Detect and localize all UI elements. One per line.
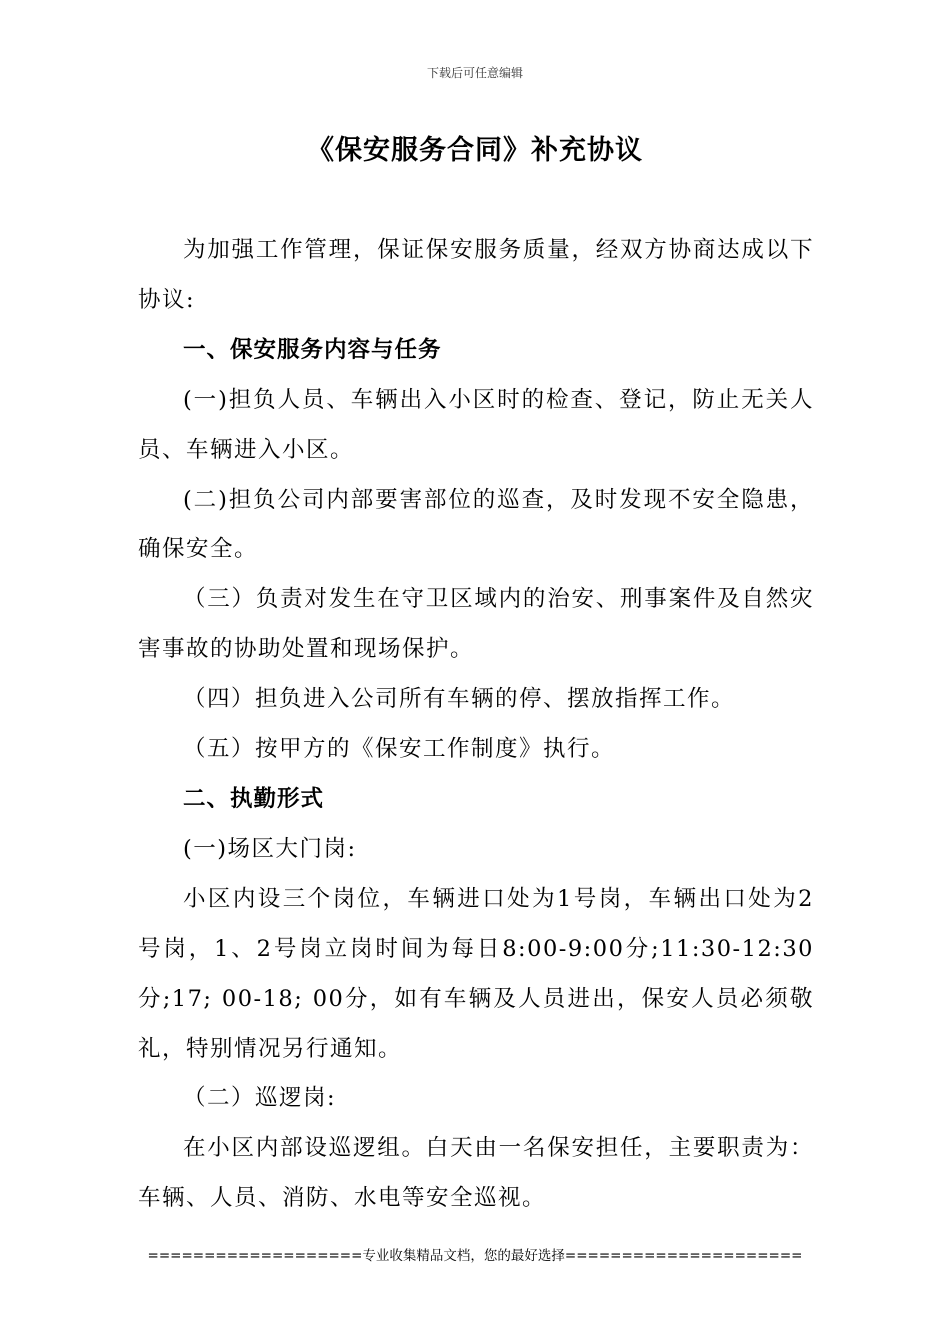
section-heading-1: 一、保安服务内容与任务 [183, 336, 442, 363]
clause-2-1-heading: (一)场区大门岗: [183, 835, 357, 862]
header-note: 下载后可任意编辑 [426, 66, 523, 80]
clause-2-1-text: 小区内设三个岗位，车辆进口处为1号岗，车辆出口处为2号岗，1、2号岗立岗时间为每日8:00-9:00分;11:30-12:30分;17; 00-18; 00分，如有车辆及人员进出，保安人员必须敬礼，特别情况另行通知。 [138, 885, 814, 1062]
document-title: 《保安服务合同》补充协议 [307, 135, 643, 166]
clause-1-4: （四）担负进入公司所有车辆的停、摆放指挥工作。 [183, 686, 736, 713]
clause-1-1: (一)担负人员、车辆出入小区时的检查、登记，防止无关人员、车辆进入小区。 [138, 386, 814, 463]
intro-paragraph: 为加强工作管理，保证保安服务质量，经双方协商达成以下协议: [138, 237, 814, 313]
clause-1-5: （五）按甲方的《保安工作制度》执行。 [183, 736, 616, 763]
footer-note: ===================专业收集精品文档，您的最好选择===================== [147, 1248, 803, 1264]
clause-1-3: （三）负责对发生在守卫区域内的治安、刑事案件及自然灾害事故的协助处置和现场保护。 [138, 586, 814, 663]
clause-2-2-text: 在小区内部设巡逻组。白天由一名保安担任，主要职责为：车辆、人员、消防、水电等安全巡视。 [138, 1135, 814, 1212]
section-heading-2: 二、执勤形式 [183, 785, 325, 812]
document-body [138, 226, 814, 1224]
clause-2-2-heading: （二）巡逻岗: [183, 1085, 337, 1112]
clause-1-2: (二)担负公司内部要害部位的巡查，及时发现不安全隐患，确保安全。 [138, 486, 814, 563]
